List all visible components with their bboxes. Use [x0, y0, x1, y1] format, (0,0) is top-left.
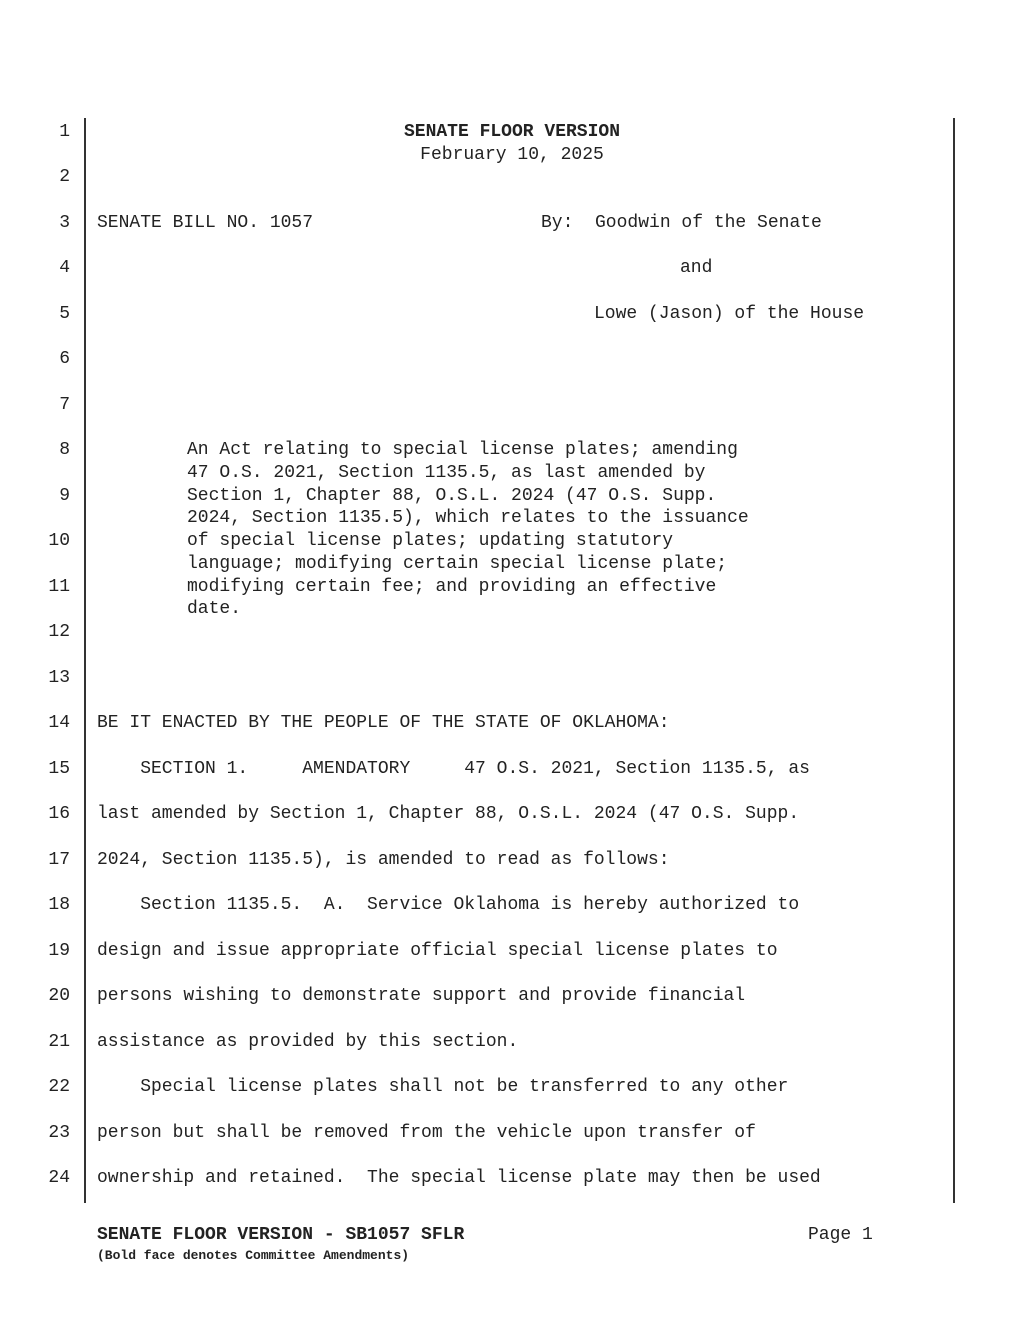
footer-title: SENATE FLOOR VERSION - SB1057 SFLR — [97, 1225, 465, 1245]
line-number: 15 — [48, 759, 70, 779]
line-number: 10 — [48, 531, 70, 551]
section-heading: SECTION 1. AMENDATORY 47 O.S. 2021, Section 1135.5, as — [97, 759, 810, 779]
title-line: modifying certain fee; and providing an effective — [187, 577, 717, 597]
title-line: 47 O.S. 2021, Section 1135.5, as last amended by — [187, 463, 706, 483]
body-line: assistance as provided by this section. — [97, 1032, 519, 1052]
enacting-clause: BE IT ENACTED BY THE PEOPLE OF THE STATE OF OKLAHOMA: — [97, 713, 670, 733]
left-margin-rule — [84, 118, 86, 1203]
line-number: 17 — [48, 850, 70, 870]
line-number: 19 — [48, 941, 70, 961]
line-number: 23 — [48, 1123, 70, 1143]
line-number: 24 — [48, 1168, 70, 1188]
title-line: 2024, Section 1135.5), which relates to the issuance — [187, 508, 749, 528]
body-line: 2024, Section 1135.5), is amended to read as follows: — [97, 850, 670, 870]
body-line: Special license plates shall not be transferred to any other — [97, 1077, 789, 1097]
house-author: Lowe (Jason) of the House — [594, 304, 865, 324]
line-number: 4 — [59, 258, 70, 278]
title-line: Section 1, Chapter 88, O.S.L. 2024 (47 O.S. Supp. — [187, 486, 717, 506]
bill-number: SENATE BILL NO. 1057 — [97, 213, 314, 233]
line-number: 7 — [59, 395, 70, 415]
body-line: Section 1135.5. A. Service Oklahoma is hereby authorized to — [97, 895, 800, 915]
title-line: An Act relating to special license plates; amending — [187, 440, 738, 460]
line-number: 1 — [59, 122, 70, 142]
line-number: 6 — [59, 349, 70, 369]
line-number: 2 — [59, 167, 70, 187]
body-line: last amended by Section 1, Chapter 88, O.S.L. 2024 (47 O.S. Supp. — [97, 804, 800, 824]
line-number: 14 — [48, 713, 70, 733]
line-number: 22 — [48, 1077, 70, 1097]
footer-note: (Bold face denotes Committee Amendments) — [97, 1248, 410, 1263]
body-line: person but shall be removed from the vehicle upon transfer of — [97, 1123, 756, 1143]
and-connector: and — [680, 258, 713, 278]
line-number: 9 — [59, 486, 70, 506]
line-number: 12 — [48, 622, 70, 642]
body-line: persons wishing to demonstrate support and provide financial — [97, 986, 746, 1006]
body-line: design and issue appropriate official special license plates to — [97, 941, 778, 961]
line-number: 20 — [48, 986, 70, 1006]
line-number: 11 — [48, 577, 70, 597]
right-margin-rule — [953, 118, 955, 1203]
line-number: 21 — [48, 1032, 70, 1052]
document-title: SENATE FLOOR VERSION — [403, 122, 621, 142]
line-number: 18 — [48, 895, 70, 915]
line-number: 3 — [59, 213, 70, 233]
page-number: Page 1 — [808, 1225, 873, 1245]
title-line: date. — [187, 599, 242, 619]
senate-author: By: Goodwin of the Senate — [541, 213, 822, 233]
title-line: language; modifying certain special license plate; — [187, 554, 728, 574]
line-number: 8 — [59, 440, 70, 460]
line-number: 16 — [48, 804, 70, 824]
line-number: 13 — [48, 668, 70, 688]
body-line: ownership and retained. The special license plate may then be used — [97, 1168, 821, 1188]
document-date: February 10, 2025 — [420, 145, 604, 165]
line-number: 5 — [59, 304, 70, 324]
title-line: of special license plates; updating statutory — [187, 531, 674, 551]
